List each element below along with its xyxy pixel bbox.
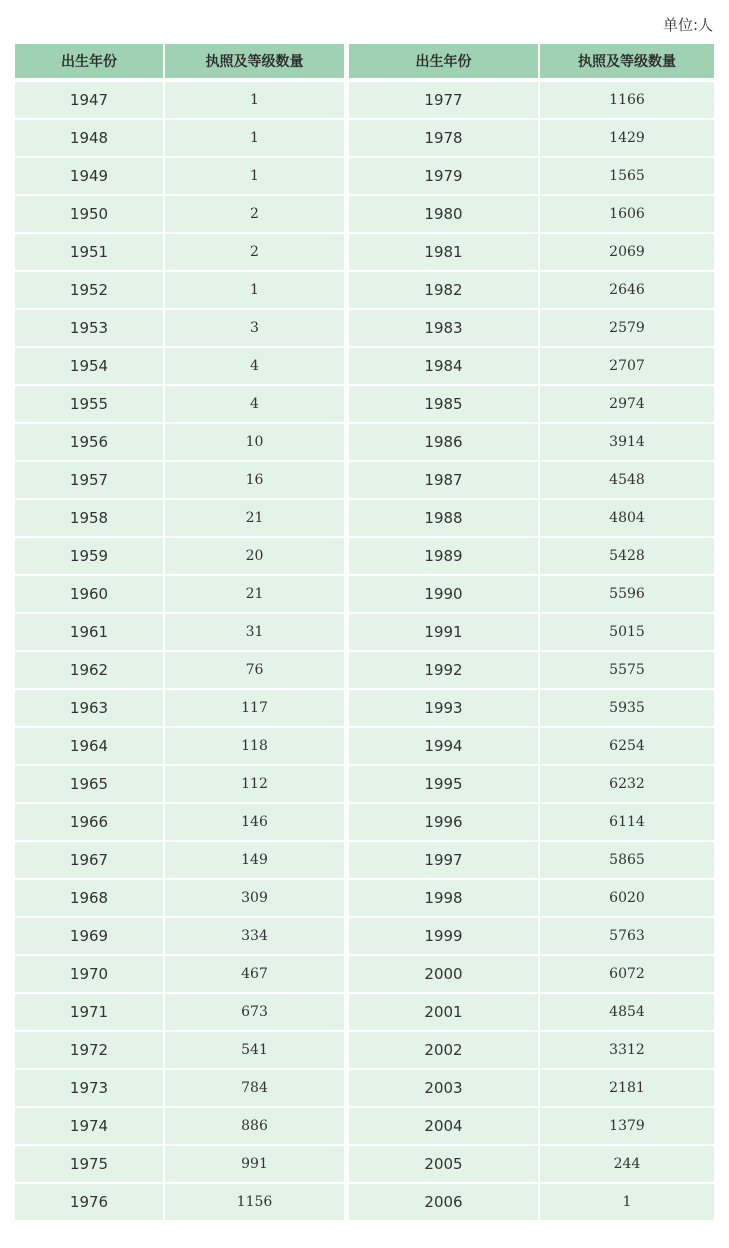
license-count-cell: 5596 bbox=[540, 576, 714, 614]
license-count-cell: 1606 bbox=[540, 196, 714, 234]
license-count-cell: 3312 bbox=[540, 1032, 714, 1070]
birth-year-cell: 1971 bbox=[15, 994, 165, 1032]
table-row bbox=[15, 196, 344, 234]
birth-year-cell: 1972 bbox=[15, 1032, 165, 1070]
table-row bbox=[349, 424, 714, 462]
table-row bbox=[15, 272, 344, 310]
table-row bbox=[349, 842, 714, 880]
license-count-cell: 6232 bbox=[540, 766, 714, 804]
birth-year-cell: 1990 bbox=[349, 576, 540, 614]
birth-year-cell: 1953 bbox=[15, 310, 165, 348]
table-row bbox=[15, 994, 344, 1032]
license-count-cell: 3 bbox=[165, 310, 344, 348]
license-count-table bbox=[15, 44, 714, 1222]
birth-year-cell: 1965 bbox=[15, 766, 165, 804]
table-row bbox=[349, 880, 714, 918]
birth-year-cell: 2000 bbox=[349, 956, 540, 994]
birth-year-cell: 1986 bbox=[349, 424, 540, 462]
license-count-cell: 118 bbox=[165, 728, 344, 766]
table-row bbox=[349, 462, 714, 500]
license-count-cell: 1156 bbox=[165, 1184, 344, 1222]
table-row bbox=[349, 158, 714, 196]
header-license-count: 执照及等级数量 bbox=[540, 44, 714, 80]
birth-year-cell: 1975 bbox=[15, 1146, 165, 1184]
table-row bbox=[349, 82, 714, 120]
birth-year-cell: 1974 bbox=[15, 1108, 165, 1146]
birth-year-cell: 1961 bbox=[15, 614, 165, 652]
table-row bbox=[349, 310, 714, 348]
birth-year-cell: 1960 bbox=[15, 576, 165, 614]
license-count-cell: 2707 bbox=[540, 348, 714, 386]
table-row bbox=[349, 1108, 714, 1146]
birth-year-cell: 1973 bbox=[15, 1070, 165, 1108]
table-row bbox=[15, 386, 344, 424]
birth-year-cell: 1966 bbox=[15, 804, 165, 842]
table-row bbox=[15, 234, 344, 272]
table-row bbox=[15, 310, 344, 348]
table-row bbox=[349, 956, 714, 994]
table-row bbox=[349, 804, 714, 842]
table-row bbox=[15, 918, 344, 956]
birth-year-cell: 1981 bbox=[349, 234, 540, 272]
birth-year-cell: 1969 bbox=[15, 918, 165, 956]
birth-year-cell: 1954 bbox=[15, 348, 165, 386]
birth-year-cell: 1948 bbox=[15, 120, 165, 158]
birth-year-cell: 1955 bbox=[15, 386, 165, 424]
table-row bbox=[349, 538, 714, 576]
license-count-cell: 3914 bbox=[540, 424, 714, 462]
license-count-cell: 2646 bbox=[540, 272, 714, 310]
license-count-cell: 149 bbox=[165, 842, 344, 880]
table-row bbox=[15, 576, 344, 614]
birth-year-cell: 1951 bbox=[15, 234, 165, 272]
birth-year-cell: 1962 bbox=[15, 652, 165, 690]
birth-year-cell: 1991 bbox=[349, 614, 540, 652]
table-row bbox=[15, 158, 344, 196]
table-row bbox=[15, 424, 344, 462]
table-row bbox=[349, 1146, 714, 1184]
birth-year-cell: 1995 bbox=[349, 766, 540, 804]
table-row bbox=[15, 1184, 344, 1222]
table-row bbox=[349, 576, 714, 614]
birth-year-cell: 1963 bbox=[15, 690, 165, 728]
table-right-half bbox=[349, 44, 714, 1222]
header-license-count: 执照及等级数量 bbox=[165, 44, 344, 80]
table-row bbox=[15, 1108, 344, 1146]
table-row bbox=[349, 994, 714, 1032]
license-count-cell: 4804 bbox=[540, 500, 714, 538]
table-header-row bbox=[349, 44, 714, 80]
birth-year-cell: 1999 bbox=[349, 918, 540, 956]
birth-year-cell: 1976 bbox=[15, 1184, 165, 1222]
birth-year-cell: 1997 bbox=[349, 842, 540, 880]
birth-year-cell: 1983 bbox=[349, 310, 540, 348]
birth-year-cell: 1980 bbox=[349, 196, 540, 234]
license-count-cell: 1379 bbox=[540, 1108, 714, 1146]
license-count-cell: 4854 bbox=[540, 994, 714, 1032]
birth-year-cell: 1998 bbox=[349, 880, 540, 918]
table-row bbox=[15, 538, 344, 576]
license-count-cell: 21 bbox=[165, 576, 344, 614]
table-row bbox=[15, 728, 344, 766]
birth-year-cell: 2004 bbox=[349, 1108, 540, 1146]
birth-year-cell: 1967 bbox=[15, 842, 165, 880]
license-count-cell: 541 bbox=[165, 1032, 344, 1070]
license-count-cell: 1 bbox=[540, 1184, 714, 1222]
birth-year-cell: 1968 bbox=[15, 880, 165, 918]
birth-year-cell: 1994 bbox=[349, 728, 540, 766]
birth-year-cell: 2002 bbox=[349, 1032, 540, 1070]
table-row bbox=[349, 272, 714, 310]
license-count-cell: 2974 bbox=[540, 386, 714, 424]
birth-year-cell: 2003 bbox=[349, 1070, 540, 1108]
table-row bbox=[15, 842, 344, 880]
table-row bbox=[15, 614, 344, 652]
birth-year-cell: 1985 bbox=[349, 386, 540, 424]
license-count-cell: 1 bbox=[165, 82, 344, 120]
table-row bbox=[15, 1032, 344, 1070]
table-row bbox=[349, 120, 714, 158]
birth-year-cell: 2005 bbox=[349, 1146, 540, 1184]
table-row bbox=[349, 614, 714, 652]
table-row bbox=[349, 500, 714, 538]
license-count-cell: 334 bbox=[165, 918, 344, 956]
birth-year-cell: 2001 bbox=[349, 994, 540, 1032]
license-count-cell: 2 bbox=[165, 196, 344, 234]
license-count-cell: 5865 bbox=[540, 842, 714, 880]
table-row bbox=[349, 766, 714, 804]
table-row bbox=[15, 120, 344, 158]
license-count-cell: 4 bbox=[165, 386, 344, 424]
birth-year-cell: 1987 bbox=[349, 462, 540, 500]
birth-year-cell: 1956 bbox=[15, 424, 165, 462]
license-count-cell: 1 bbox=[165, 272, 344, 310]
table-row bbox=[15, 804, 344, 842]
table-row bbox=[15, 880, 344, 918]
table-row bbox=[15, 348, 344, 386]
license-count-cell: 2579 bbox=[540, 310, 714, 348]
license-count-cell: 16 bbox=[165, 462, 344, 500]
unit-label: 单位:人 bbox=[662, 16, 713, 34]
table-row bbox=[349, 196, 714, 234]
birth-year-cell: 1979 bbox=[349, 158, 540, 196]
birth-year-cell: 1959 bbox=[15, 538, 165, 576]
table-row bbox=[349, 1032, 714, 1070]
license-count-cell: 5575 bbox=[540, 652, 714, 690]
license-count-cell: 21 bbox=[165, 500, 344, 538]
license-count-cell: 991 bbox=[165, 1146, 344, 1184]
license-count-cell: 2 bbox=[165, 234, 344, 272]
table-row bbox=[349, 386, 714, 424]
license-count-cell: 5015 bbox=[540, 614, 714, 652]
license-count-cell: 117 bbox=[165, 690, 344, 728]
license-count-cell: 2069 bbox=[540, 234, 714, 272]
table-row bbox=[15, 766, 344, 804]
birth-year-cell: 1978 bbox=[349, 120, 540, 158]
birth-year-cell: 1996 bbox=[349, 804, 540, 842]
license-count-cell: 784 bbox=[165, 1070, 344, 1108]
birth-year-cell: 1984 bbox=[349, 348, 540, 386]
birth-year-cell: 1952 bbox=[15, 272, 165, 310]
table-left-half bbox=[15, 44, 344, 1222]
table-row bbox=[349, 690, 714, 728]
license-count-cell: 6254 bbox=[540, 728, 714, 766]
license-count-cell: 6114 bbox=[540, 804, 714, 842]
license-count-cell: 5763 bbox=[540, 918, 714, 956]
table-row bbox=[349, 652, 714, 690]
table-row bbox=[15, 1146, 344, 1184]
birth-year-cell: 1950 bbox=[15, 196, 165, 234]
license-count-cell: 5935 bbox=[540, 690, 714, 728]
table-row bbox=[15, 690, 344, 728]
birth-year-cell: 1993 bbox=[349, 690, 540, 728]
birth-year-cell: 1970 bbox=[15, 956, 165, 994]
license-count-cell: 1 bbox=[165, 158, 344, 196]
license-count-cell: 6072 bbox=[540, 956, 714, 994]
birth-year-cell: 1964 bbox=[15, 728, 165, 766]
license-count-cell: 4 bbox=[165, 348, 344, 386]
license-count-cell: 10 bbox=[165, 424, 344, 462]
header-birth-year: 出生年份 bbox=[15, 44, 165, 80]
birth-year-cell: 1989 bbox=[349, 538, 540, 576]
license-count-cell: 5428 bbox=[540, 538, 714, 576]
license-count-cell: 2181 bbox=[540, 1070, 714, 1108]
table-row bbox=[349, 728, 714, 766]
table-row bbox=[349, 918, 714, 956]
birth-year-cell: 1947 bbox=[15, 82, 165, 120]
birth-year-cell: 1957 bbox=[15, 462, 165, 500]
table-row bbox=[15, 82, 344, 120]
birth-year-cell: 2006 bbox=[349, 1184, 540, 1222]
license-count-cell: 1565 bbox=[540, 158, 714, 196]
table-row bbox=[15, 500, 344, 538]
table-row bbox=[15, 1070, 344, 1108]
birth-year-cell: 1958 bbox=[15, 500, 165, 538]
license-count-cell: 76 bbox=[165, 652, 344, 690]
license-count-cell: 886 bbox=[165, 1108, 344, 1146]
license-count-cell: 6020 bbox=[540, 880, 714, 918]
license-count-cell: 112 bbox=[165, 766, 344, 804]
license-count-cell: 309 bbox=[165, 880, 344, 918]
table-row bbox=[349, 348, 714, 386]
license-count-cell: 146 bbox=[165, 804, 344, 842]
birth-year-cell: 1982 bbox=[349, 272, 540, 310]
header-birth-year: 出生年份 bbox=[349, 44, 540, 80]
table-header-row bbox=[15, 44, 344, 80]
table-row bbox=[15, 652, 344, 690]
table-row bbox=[15, 956, 344, 994]
birth-year-cell: 1992 bbox=[349, 652, 540, 690]
license-count-cell: 1429 bbox=[540, 120, 714, 158]
birth-year-cell: 1977 bbox=[349, 82, 540, 120]
license-count-cell: 244 bbox=[540, 1146, 714, 1184]
table-row bbox=[349, 234, 714, 272]
license-count-cell: 20 bbox=[165, 538, 344, 576]
license-count-cell: 4548 bbox=[540, 462, 714, 500]
birth-year-cell: 1949 bbox=[15, 158, 165, 196]
table-row bbox=[349, 1070, 714, 1108]
license-count-cell: 1 bbox=[165, 120, 344, 158]
license-count-cell: 31 bbox=[165, 614, 344, 652]
license-count-cell: 673 bbox=[165, 994, 344, 1032]
table-row bbox=[349, 1184, 714, 1222]
birth-year-cell: 1988 bbox=[349, 500, 540, 538]
license-count-cell: 467 bbox=[165, 956, 344, 994]
license-count-cell: 1166 bbox=[540, 82, 714, 120]
table-row bbox=[15, 462, 344, 500]
